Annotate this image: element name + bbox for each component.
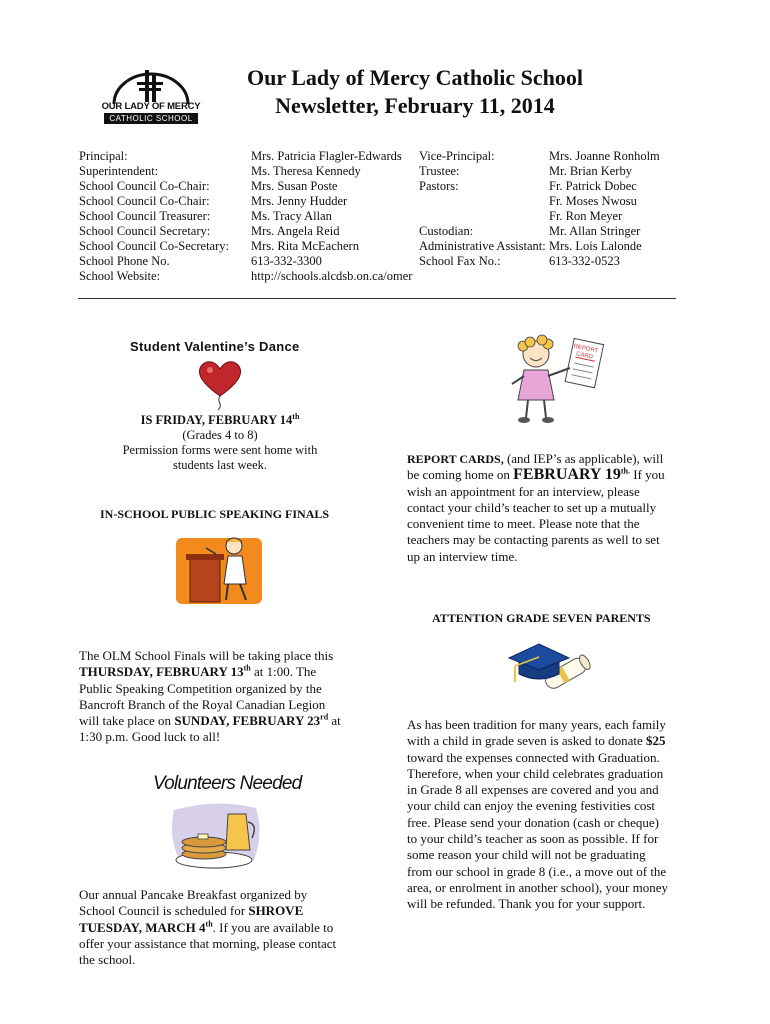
volunteers-text: School Council is scheduled for: [79, 903, 249, 919]
grade7-line: As has been tradition for many years, each family: [407, 717, 666, 732]
label-website: School Website:: [79, 269, 161, 283]
grade7-line: area, or enrolment in another school), your money: [407, 879, 668, 895]
report-line: wish an appointment for an interview, please: [407, 483, 640, 499]
value-phone: 613-332-3300: [251, 254, 322, 268]
staff-col4: [549, 149, 660, 269]
value-admin-assistant: Mrs. Lois Lalonde: [549, 239, 642, 253]
value-fax: 613-332-0523: [549, 254, 620, 268]
report-line: convenient time to meet. Please note that the: [407, 516, 640, 532]
label-vice-principal: Vice-Principal:: [419, 149, 495, 163]
grade7-line: from our school in grade 8 (i.e., a move out of the: [407, 863, 667, 879]
speaking-sunday-date: SUNDAY, FEBRUARY 23: [174, 713, 321, 729]
value-cochair-2: Mrs. Jenny Hudder: [251, 194, 348, 208]
value-superintendent: Ms. Theresa Kennedy: [251, 164, 361, 178]
value-trustee: Mr. Brian Kerby: [549, 164, 632, 178]
grade7-line: toward the expenses connected with Graduation.: [407, 749, 660, 765]
label-co-secretary: School Council Co-Secretary:: [79, 239, 229, 253]
school-website-link[interactable]: http://schools.alcdsb.on.ca/omer: [251, 269, 413, 283]
speaking-paragraph: [79, 648, 363, 746]
speaking-line: [79, 713, 363, 729]
dance-permission-2: students last week.: [172, 458, 268, 472]
value-vice-principal: Mrs. Joanne Ronholm: [549, 149, 660, 163]
staff-col1: [79, 149, 229, 284]
grade7-line: some reason your child will not be graduating: [407, 847, 646, 863]
staff-col3: [419, 149, 546, 269]
value-pastor-1: Fr. Patrick Dobec: [549, 179, 637, 193]
label-treasurer: School Council Treasurer:: [79, 209, 211, 223]
header-divider: [78, 298, 676, 299]
speaking-heading: IN-SCHOOL PUBLIC SPEAKING FINALS: [100, 507, 330, 521]
dance-date-sup: th: [292, 411, 300, 421]
speaking-date: THURSDAY, FEBRUARY 13: [79, 664, 244, 680]
volunteers-line: offer your assistance that morning, please contact: [79, 935, 337, 951]
logo-line2: CATHOLIC SCHOOL: [104, 113, 198, 124]
label-phone: School Phone No.: [79, 254, 170, 268]
spacer: [419, 194, 546, 209]
value-custodian: Mr. Allan Stringer: [549, 224, 641, 238]
volunteers-date-sup: th: [205, 919, 213, 929]
dance-heading: Student Valentine’s Dance: [130, 339, 300, 354]
pancake-breakfast-icon: [168, 800, 264, 874]
report-line: [407, 467, 691, 483]
school-logo: [96, 64, 206, 126]
value-cochair-1: Mrs. Susan Poste: [251, 179, 338, 193]
speaking-line: 1:30 p.m. Good luck to all!: [79, 729, 221, 745]
label-superintendent: Superintendent:: [79, 164, 159, 178]
volunteers-date: TUESDAY, MARCH 4: [79, 919, 206, 935]
value-secretary: Mrs. Angela Reid: [251, 224, 340, 238]
report-date-sup: th.: [620, 466, 631, 476]
value-pastor-3: Fr. Ron Meyer: [549, 209, 623, 223]
label-cochair-2: School Council Co-Chair:: [79, 194, 210, 208]
speaking-line: The OLM School Finals will be taking place this: [79, 648, 334, 663]
title-line2: Newsletter, February 11, 2014: [275, 93, 555, 118]
heart-balloon-icon: [192, 356, 248, 412]
dance-details: [100, 413, 340, 473]
speaking-sunday-sup: rd: [320, 712, 329, 722]
grade7-line: will be refunded. Thank you for your support.: [407, 896, 646, 912]
grade7-text: with a child in grade seven is asked to donate: [407, 733, 646, 749]
value-pastor-2: Fr. Moses Nwosu: [549, 194, 637, 208]
grade7-amount: $25: [646, 733, 666, 749]
volunteers-line: the school.: [79, 952, 136, 968]
report-text: be coming home on: [407, 467, 514, 483]
speaking-line: Public Speaking Competition organized by the: [79, 680, 322, 696]
volunteers-paragraph: [79, 887, 363, 968]
grade7-paragraph: [407, 717, 691, 913]
report-line: [407, 451, 691, 467]
report-line: up an interview time.: [407, 548, 518, 564]
grade7-line: [407, 733, 691, 749]
newsletter-title: [230, 64, 600, 120]
label-secretary: School Council Secretary:: [79, 224, 211, 238]
volunteers-line: [79, 903, 363, 919]
dance-grades: (Grades 4 to 8): [182, 428, 258, 442]
report-cards-paragraph: [407, 451, 691, 565]
report-date: FEBRUARY 19: [513, 466, 621, 484]
grade7-heading: ATTENTION GRADE SEVEN PARENTS: [432, 611, 651, 625]
speaking-date-sup: th: [243, 663, 251, 673]
speaking-time: at 1:00. The: [250, 664, 317, 680]
grade7-line: free. Please send your donation (cash or cheque): [407, 814, 659, 830]
dance-permission: Permission forms were sent home with: [122, 443, 318, 457]
grade7-line: Therefore, when your child celebrates graduation: [407, 765, 664, 781]
label-fax: School Fax No.:: [419, 254, 501, 268]
report-text: If you: [630, 467, 665, 483]
value-co-secretary: Mrs. Rita McEachern: [251, 239, 359, 253]
value-treasurer: Ms. Tracy Allan: [251, 209, 332, 223]
volunteers-text: . If you are available to: [212, 919, 334, 935]
report-line: contact your child’s teacher to set up a mutually: [407, 499, 657, 515]
volunteers-heading: Volunteers Needed: [153, 773, 302, 794]
dance-date: [100, 413, 340, 428]
speaking-text: at: [328, 713, 341, 729]
title-line1: Our Lady of Mercy Catholic School: [247, 65, 583, 90]
dance-date-text: IS FRIDAY, FEBRUARY 14: [140, 413, 293, 427]
label-custodian: Custodian:: [419, 224, 474, 238]
grade7-line: in Grade 8 all expenses are covered and you and: [407, 782, 659, 798]
speaking-line: Bancroft Branch of the Royal Canadian Legion: [79, 696, 326, 712]
label-principal: Principal:: [79, 149, 128, 163]
grade7-line: to your child’s teacher as soon as possible. If for: [407, 831, 659, 847]
report-line: teachers may be contacting parents as well to set: [407, 532, 660, 548]
report-card-clip-text: REPORT CARD: [573, 343, 599, 361]
staff-col2: [251, 149, 412, 284]
label-admin-assistant: Administrative Assistant:: [419, 239, 546, 253]
report-cards-heading: REPORT CARDS,: [407, 452, 504, 466]
volunteers-shrove: SHROVE: [248, 903, 304, 919]
grade7-line: your child can enjoy the evening festivities cost: [407, 798, 656, 814]
value-principal: Mrs. Patricia Flagler-Edwards: [251, 149, 402, 163]
label-cochair-1: School Council Co-Chair:: [79, 179, 210, 193]
report-text: (and IEP’s as applicable), will: [503, 451, 664, 466]
logo-line1: OUR LADY OF MERCY: [101, 101, 201, 112]
speaking-text: will take place on: [79, 713, 175, 729]
podium-speaker-icon: [176, 534, 266, 608]
volunteers-line: Our annual Pancake Breakfast organized by: [79, 887, 308, 902]
label-trustee: Trustee:: [419, 164, 460, 178]
speaking-line: [79, 664, 363, 680]
label-pastors: Pastors:: [419, 179, 459, 193]
spacer: [419, 209, 546, 224]
girl-report-card-icon: [508, 334, 608, 426]
graduation-cap-diploma-icon: [505, 636, 597, 708]
volunteers-line: [79, 920, 363, 936]
